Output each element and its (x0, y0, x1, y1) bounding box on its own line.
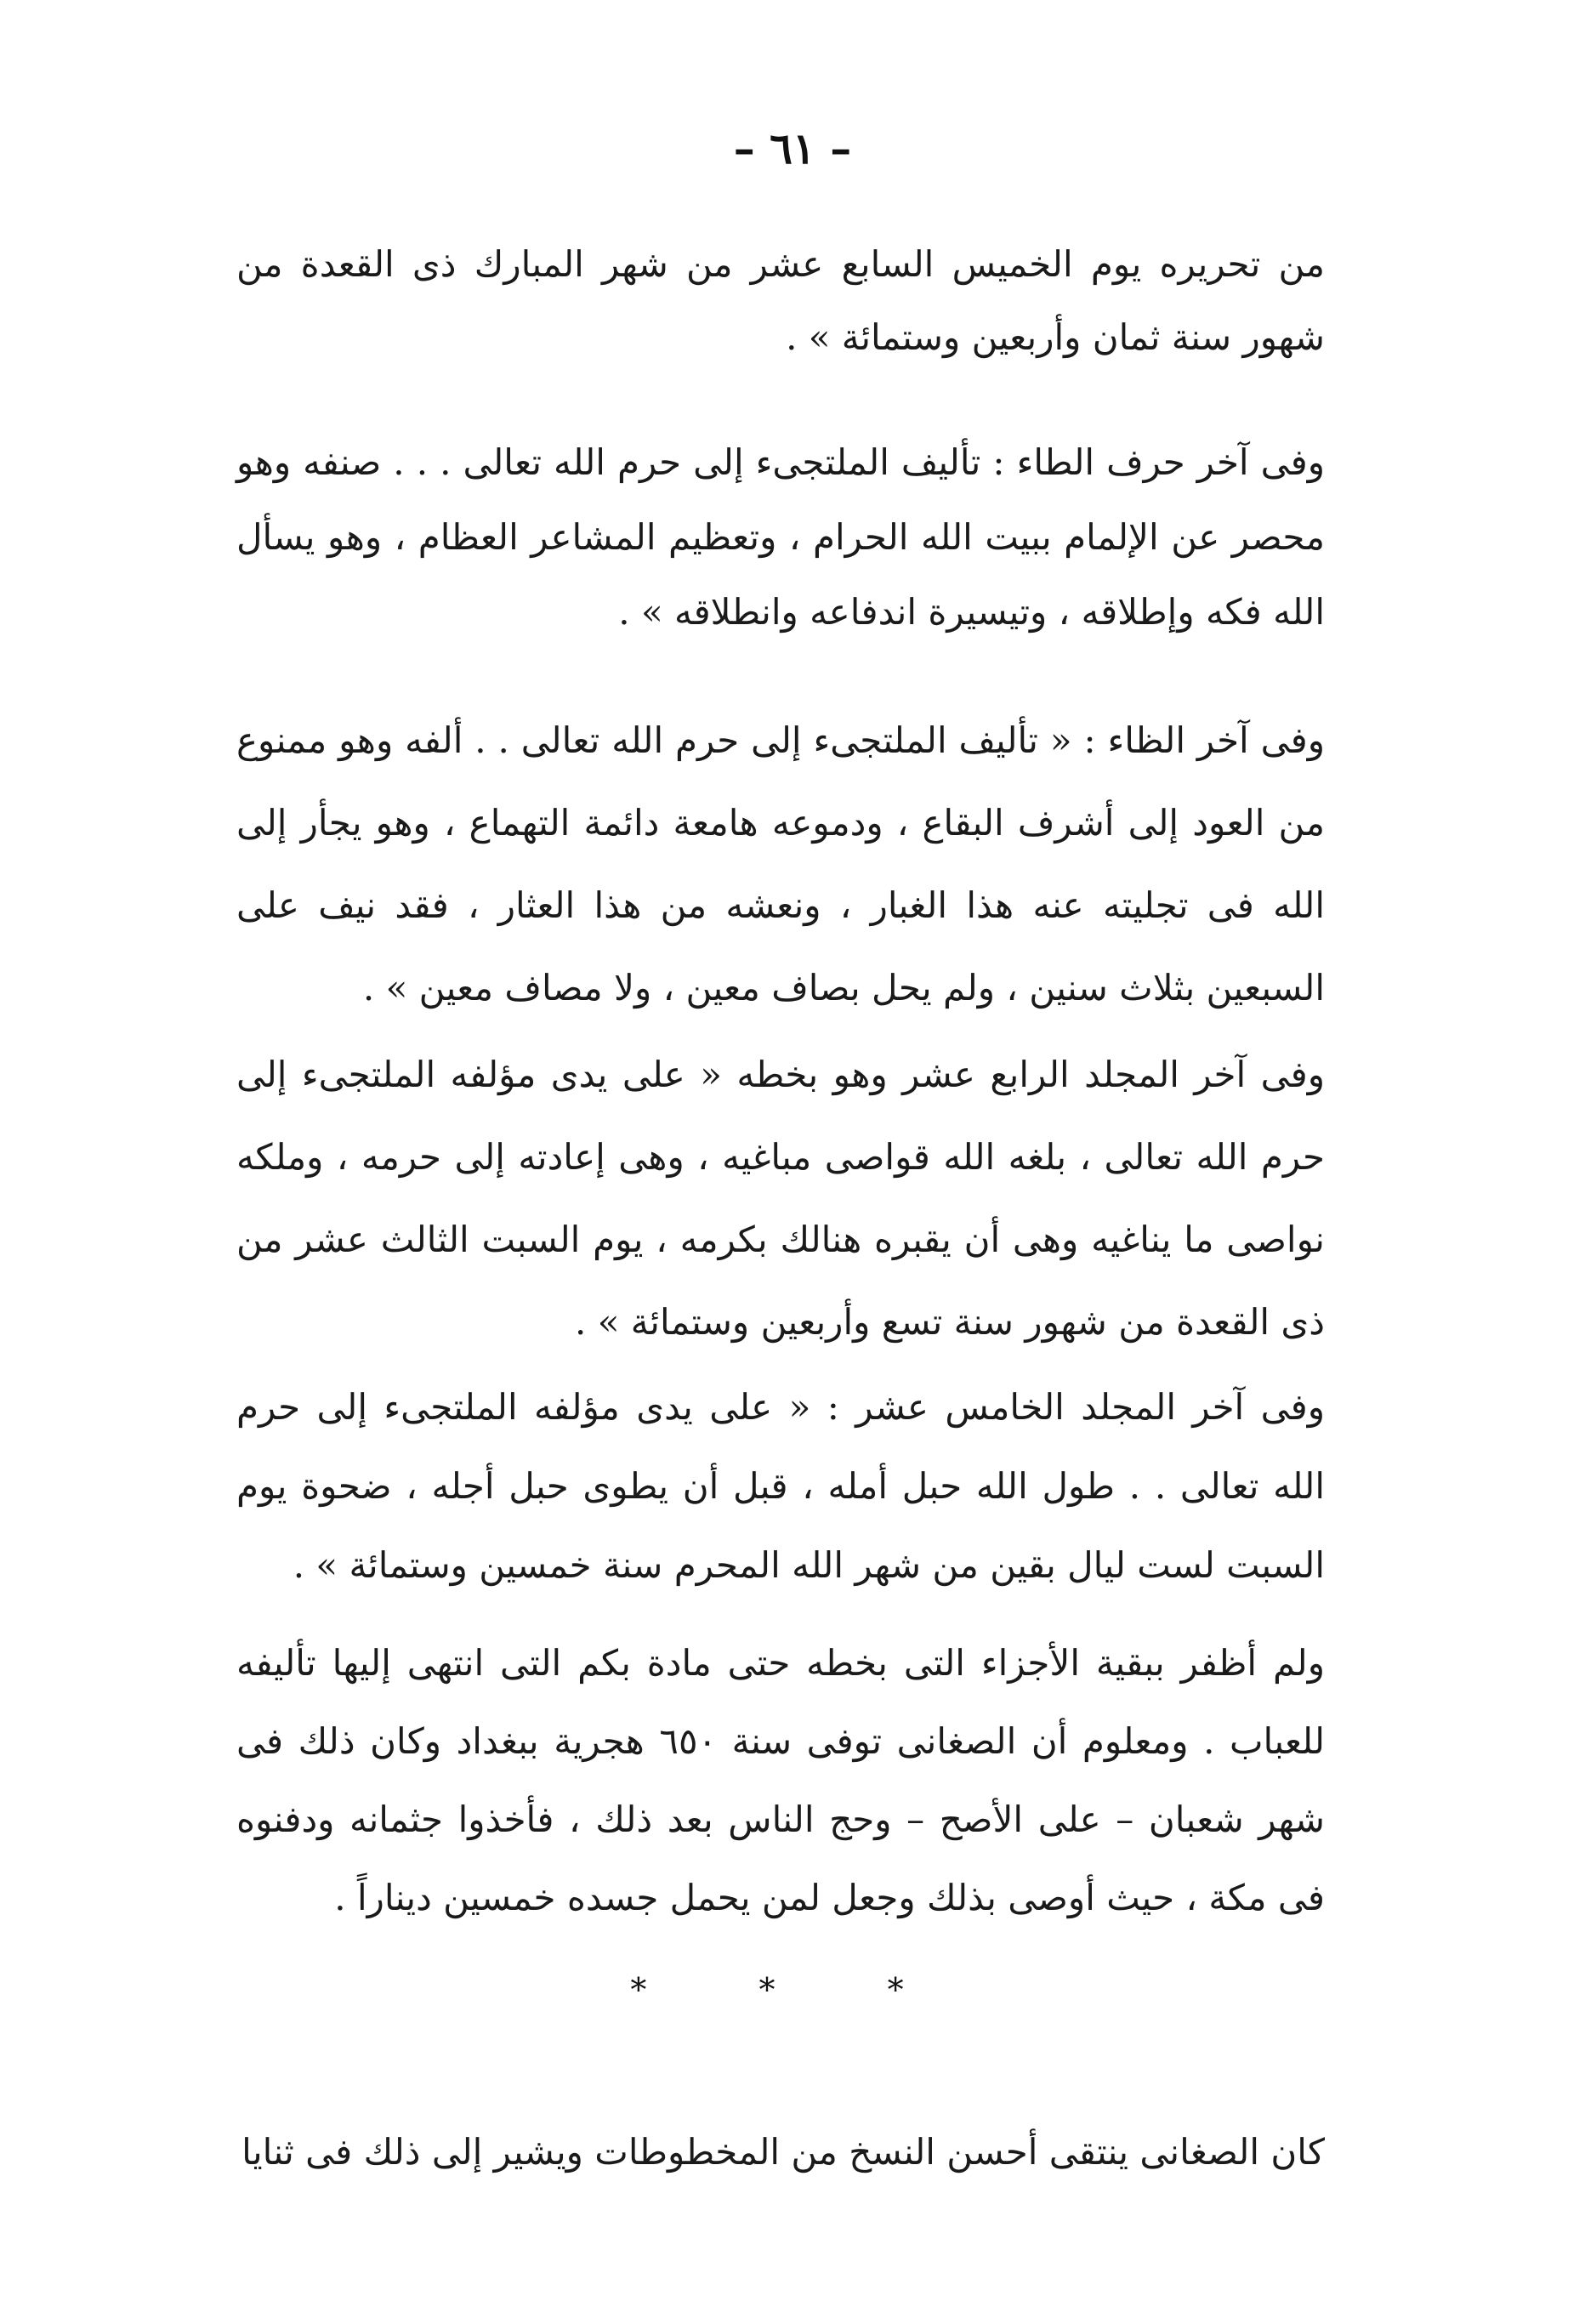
continuing-paragraph: كان الصغانى ينتقى أحسن النسخ من المخطوطات ويشير إلى ذلك فى ثنايا (241, 2131, 1325, 2173)
paragraph-2 (236, 425, 1325, 650)
paragraph-text: ولم أظفر ببقية الأجزاء التى بخطه حتى مادة بكم التى انتهى إليها تأليفه للعباب . ومعلوم أن الصغانى توفى سنة ٦٥٠ هجرية ببغداد وكان ذلك فى شهر شعبان – على الأصح – وحج الناس بعد ذلك ، فأخذوا جثمانه ودفنوه فى مكة ، حيث أوصى بذلك وجعل لمن يحمل جسده خمسين ديناراً . (236, 1642, 1325, 1918)
page-number: – ٦١ – (733, 123, 852, 173)
paragraph-4 (236, 1033, 1325, 1363)
paragraph-text: من تحريره يوم الخميس السابع عشر من شهر المبارك ذى القعدة من شهور سنة ثمان وأربعين وستمائة » . (236, 243, 1325, 358)
paragraph-text: وفى آخر المجلد الرابع عشر وهو بخطه « على يدى مؤلفه الملتجىء إلى حرم الله تعالى ، بلغه الله قواصى مباغيه ، وهى إعادته إلى حرمه ، وملكه نواصى ما يناغيه وهى أن يقبره هنالك بكرمه ، يوم السبت الثالث عشر من ذى القعدة من شهور سنة تسع وأربعين وستمائة » . (236, 1054, 1325, 1343)
paragraph-text: وفى آخر الظاء : « تأليف الملتجىء إلى حرم الله تعالى . . ألفه وهو ممنوع من العود إلى أشرف البقاع ، ودموعه هامعة دائمة التهماع ، وهو يجأر إلى الله فى تجليته عنه هذا الغبار ، ونعشه من هذا العثار ، فقد نيف على السبعين بثلاث سنين ، ولم يحل بصاف معين ، ولا مصاف معين » . (236, 719, 1325, 1009)
paragraph-5 (236, 1367, 1325, 1605)
paragraph-6 (236, 1624, 1325, 1937)
paragraph-text: وفى آخر حرف الطاء : تأليف الملتجىء إلى حرم الله تعالى . . . صنفه وهو محصر عن الإلمام ببيت الله الحرام ، وتعظيم المشاعر العظام ، وهو يسأل الله فكه وإطلاقه ، وتيسيرة اندفاعه وانطلاقه » . (236, 441, 1325, 633)
paragraph-1 (236, 228, 1325, 374)
paragraph-3 (236, 699, 1325, 1029)
paragraph-text: وفى آخر المجلد الخامس عشر : « على يدى مؤلفه الملتجىء إلى حرم الله تعالى . . طول الله حبل أمله ، قبل أن يطوى حبل أجله ، ضحوة يوم السبت لست ليال بقين من شهر الله المحرم سنة خمسين وستمائة » . (236, 1386, 1325, 1586)
section-separator: * * * (630, 1971, 955, 2009)
